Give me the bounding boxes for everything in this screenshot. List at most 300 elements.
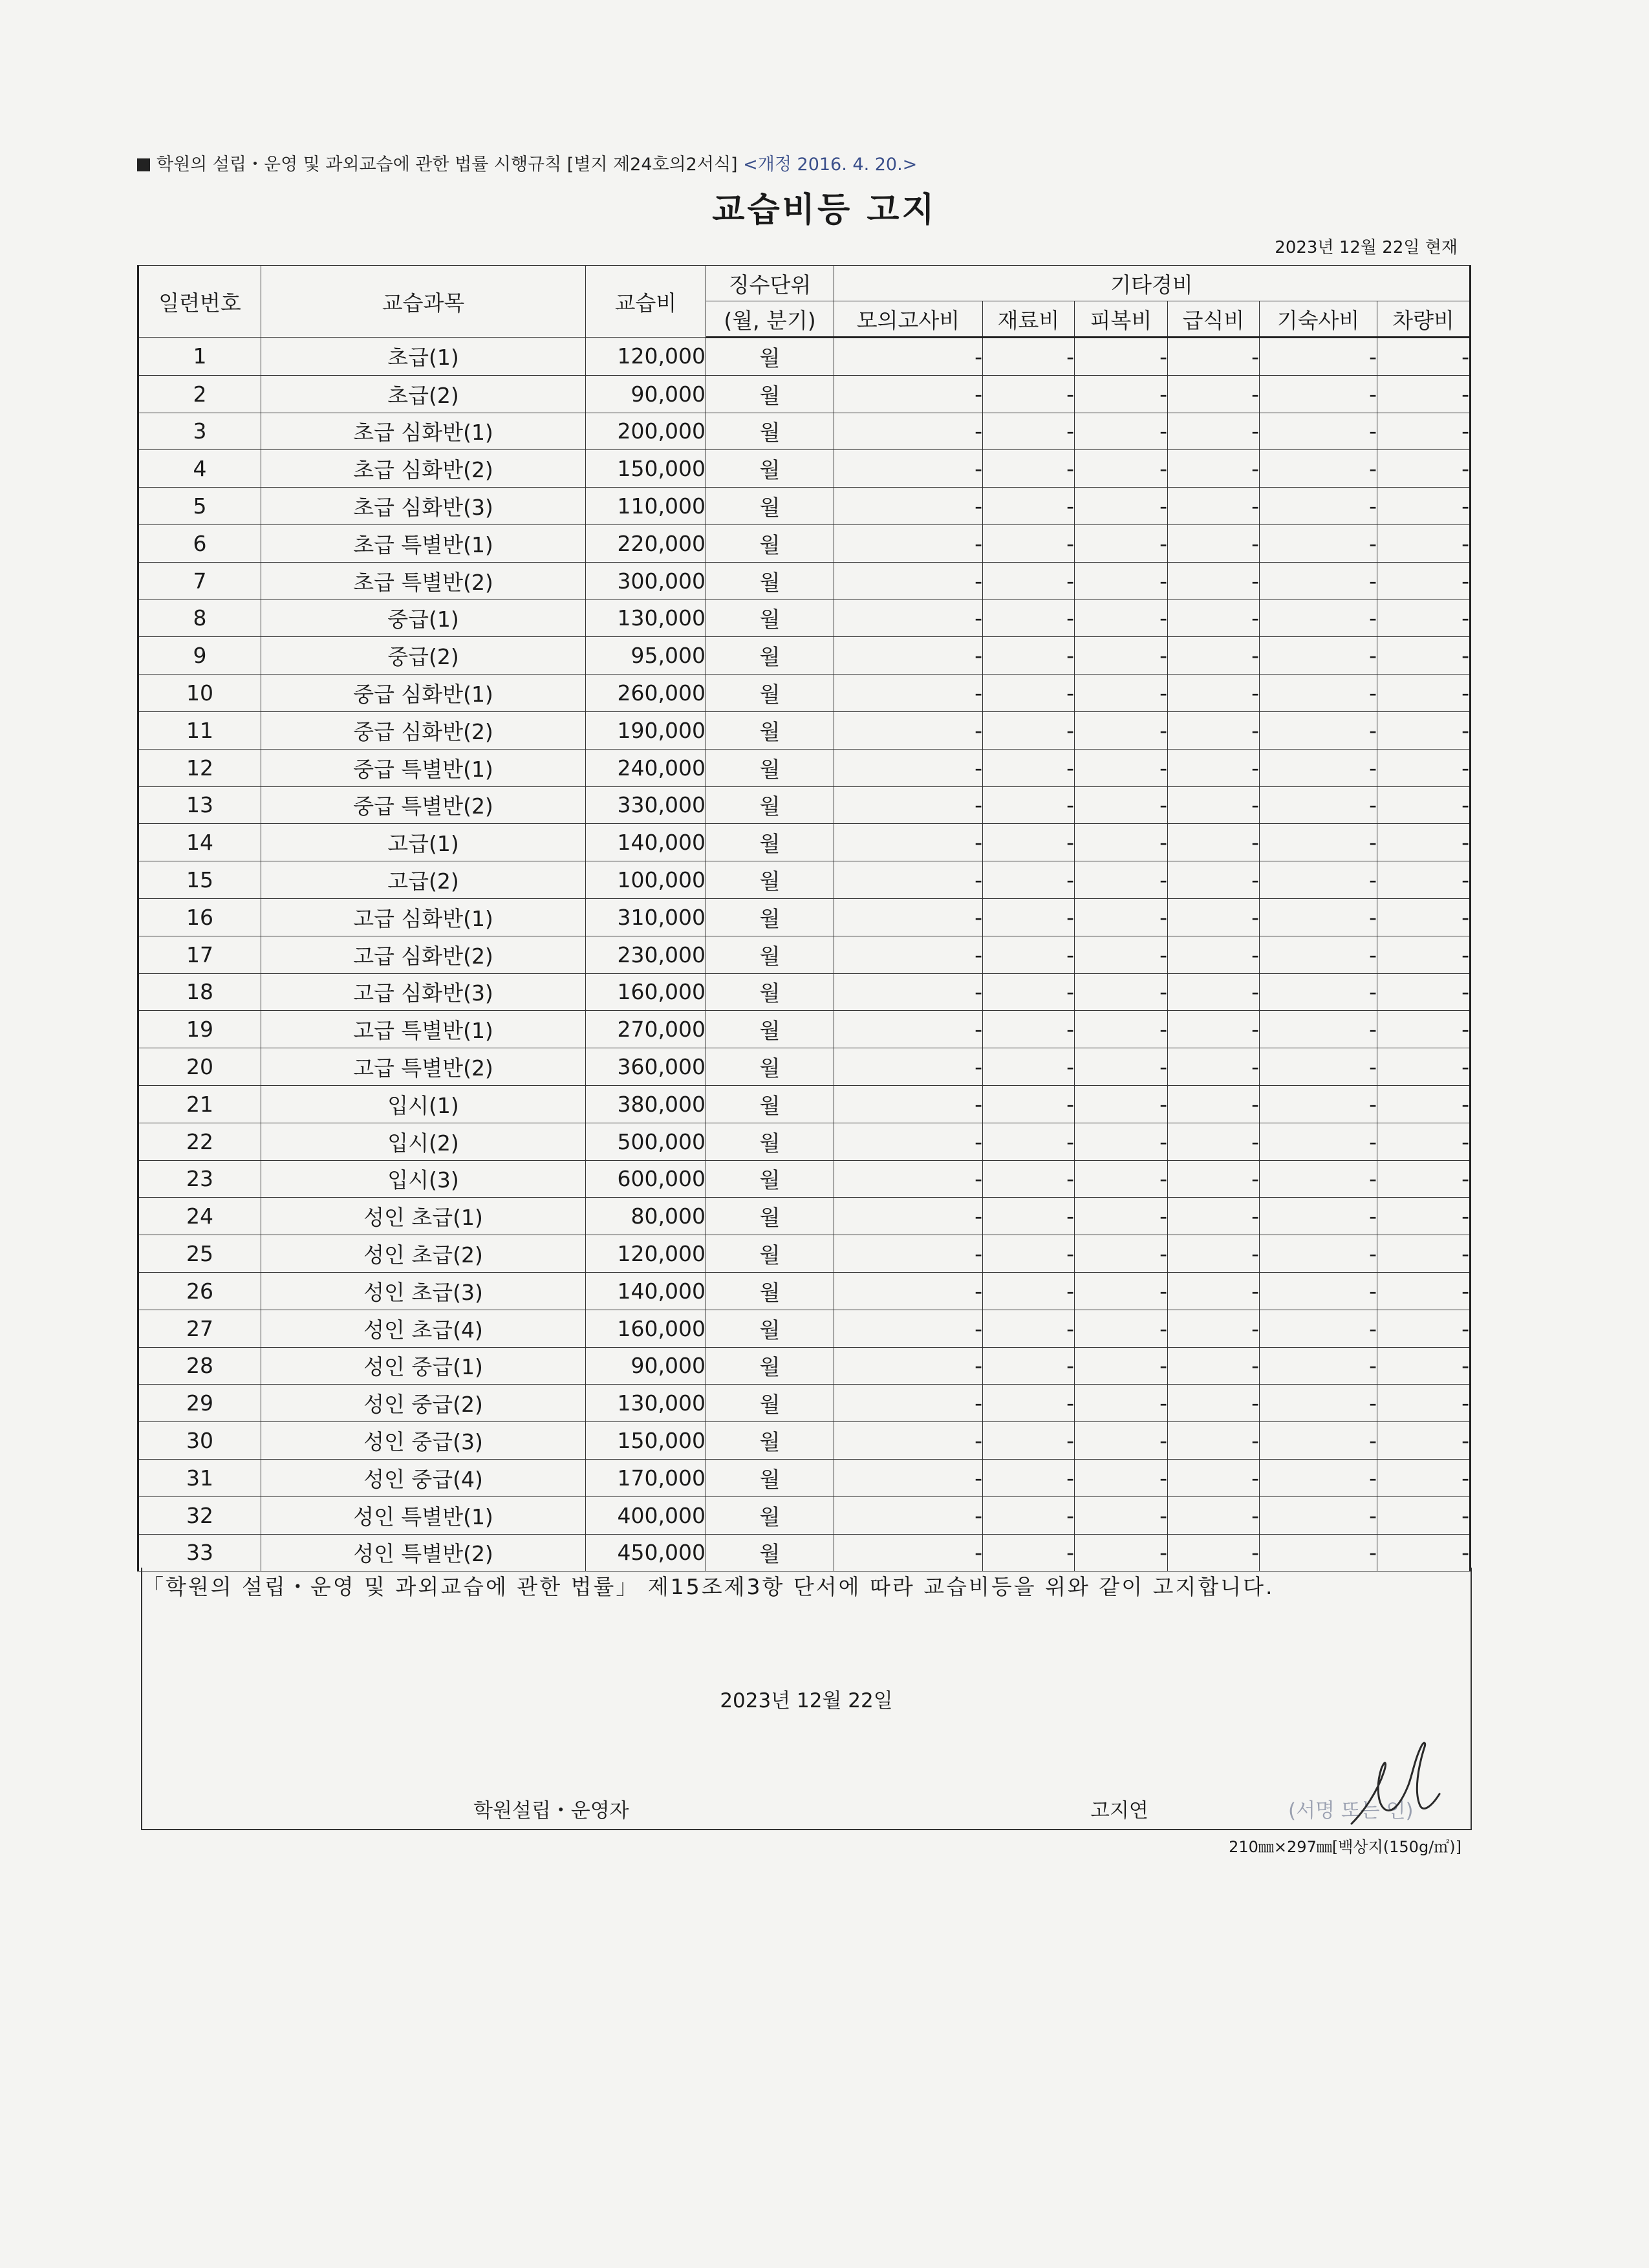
row-fee: 600,000: [586, 1160, 706, 1198]
row-dorm-cell: -: [1260, 861, 1377, 899]
row-vehicle-cell: -: [1377, 1310, 1471, 1347]
row-fee: 160,000: [586, 973, 706, 1011]
row-subject: 성인 초급(3): [261, 1272, 586, 1310]
row-dorm-cell: -: [1260, 824, 1377, 861]
row-fee: 95,000: [586, 637, 706, 675]
row-dorm-cell: -: [1260, 1011, 1377, 1048]
row-dorm-cell: -: [1260, 1459, 1377, 1496]
row-fee: 100,000: [586, 861, 706, 899]
row-dorm-cell: -: [1260, 786, 1377, 824]
row-dorm-cell: -: [1260, 1048, 1377, 1086]
row-material-cell: -: [983, 711, 1075, 749]
row-meal-cell: -: [1168, 1347, 1260, 1385]
row-meal-cell: -: [1168, 562, 1260, 599]
row-fee: 400,000: [586, 1496, 706, 1534]
row-unit: 월: [706, 936, 834, 973]
row-subject: 고급 특별반(1): [261, 1011, 586, 1048]
row-mock-cell: -: [834, 1385, 983, 1422]
row-material-cell: -: [983, 1385, 1075, 1422]
row-subject: 고급 심화반(2): [261, 936, 586, 973]
row-material-cell: -: [983, 1011, 1075, 1048]
row-fee: 300,000: [586, 562, 706, 599]
row-clothing-cell: -: [1075, 1198, 1168, 1235]
table-row: [138, 524, 1471, 562]
row-dorm-cell: -: [1260, 1085, 1377, 1123]
row-subject: 중급(2): [261, 637, 586, 675]
row-unit: 월: [706, 375, 834, 413]
table-row: [138, 898, 1471, 936]
row-subject: 고급 심화반(3): [261, 973, 586, 1011]
operator-label: 학원설립・운영자: [473, 1799, 629, 1822]
paper-size: 210㎜×297㎜[백상지(150g/㎡)]: [1229, 1838, 1461, 1856]
row-clothing-cell: -: [1075, 488, 1168, 525]
row-mock-cell: -: [834, 786, 983, 824]
row-no: 6: [138, 524, 261, 562]
row-no: 16: [138, 898, 261, 936]
row-no: 12: [138, 749, 261, 786]
row-clothing-cell: -: [1075, 1459, 1168, 1496]
row-dorm-cell: -: [1260, 413, 1377, 450]
row-mock-cell: -: [834, 1272, 983, 1310]
row-material-cell: -: [983, 524, 1075, 562]
table-row: [138, 1534, 1471, 1571]
row-fee: 110,000: [586, 488, 706, 525]
row-clothing-cell: -: [1075, 1534, 1168, 1571]
row-mock-cell: -: [834, 824, 983, 861]
row-clothing-cell: -: [1075, 599, 1168, 637]
operator-name: 고지연: [1090, 1799, 1148, 1822]
row-material-cell: -: [983, 375, 1075, 413]
row-subject: 성인 중급(3): [261, 1422, 586, 1460]
row-no: 8: [138, 599, 261, 637]
row-dorm-cell: -: [1260, 562, 1377, 599]
row-material-cell: -: [983, 675, 1075, 712]
row-subject: 성인 특별반(1): [261, 1496, 586, 1534]
row-unit: 월: [706, 562, 834, 599]
row-meal-cell: -: [1168, 1422, 1260, 1460]
row-no: 30: [138, 1422, 261, 1460]
row-material-cell: -: [983, 824, 1075, 861]
row-no: 7: [138, 562, 261, 599]
row-no: 1: [138, 338, 261, 376]
row-no: 27: [138, 1310, 261, 1347]
row-clothing-cell: -: [1075, 675, 1168, 712]
table-row: [138, 450, 1471, 488]
row-clothing-cell: -: [1075, 413, 1168, 450]
row-fee: 310,000: [586, 898, 706, 936]
row-mock-cell: -: [834, 637, 983, 675]
table-row: [138, 1048, 1471, 1086]
row-subject: 입시(3): [261, 1160, 586, 1198]
row-meal-cell: -: [1168, 524, 1260, 562]
row-material-cell: -: [983, 599, 1075, 637]
row-dorm-cell: -: [1260, 1160, 1377, 1198]
row-clothing-cell: -: [1075, 1422, 1168, 1460]
row-mock-cell: -: [834, 1422, 983, 1460]
row-material-cell: -: [983, 861, 1075, 899]
row-fee: 120,000: [586, 338, 706, 376]
row-vehicle-cell: -: [1377, 675, 1471, 712]
row-mock-cell: -: [834, 599, 983, 637]
row-meal-cell: -: [1168, 450, 1260, 488]
handwritten-signature: [1339, 1733, 1455, 1830]
row-unit: 월: [706, 524, 834, 562]
as-of-date: 2023년 12월 22일 현재: [1275, 238, 1458, 257]
row-dorm-cell: -: [1260, 1534, 1377, 1571]
row-meal-cell: -: [1168, 824, 1260, 861]
row-no: 9: [138, 637, 261, 675]
header-unit: 징수단위: [706, 266, 834, 301]
row-meal-cell: -: [1168, 1310, 1260, 1347]
row-no: 10: [138, 675, 261, 712]
row-dorm-cell: -: [1260, 1496, 1377, 1534]
header-other-expenses: 기타경비: [834, 266, 1471, 301]
table-row: [138, 936, 1471, 973]
row-fee: 160,000: [586, 1310, 706, 1347]
row-no: 33: [138, 1534, 261, 1571]
row-material-cell: -: [983, 1310, 1075, 1347]
row-clothing-cell: -: [1075, 1310, 1168, 1347]
row-no: 17: [138, 936, 261, 973]
row-vehicle-cell: -: [1377, 488, 1471, 525]
row-mock-cell: -: [834, 1459, 983, 1496]
table-row: [138, 1459, 1471, 1496]
row-dorm-cell: -: [1260, 1272, 1377, 1310]
row-material-cell: -: [983, 973, 1075, 1011]
table-row: [138, 1235, 1471, 1273]
row-mock-cell: -: [834, 338, 983, 376]
notice-box: [141, 1568, 1472, 1830]
row-material-cell: -: [983, 637, 1075, 675]
table-row: [138, 1310, 1471, 1347]
row-dorm-cell: -: [1260, 1198, 1377, 1235]
row-subject: 초급(1): [261, 338, 586, 376]
table-row: [138, 1347, 1471, 1385]
row-fee: 130,000: [586, 1385, 706, 1422]
row-unit: 월: [706, 1011, 834, 1048]
row-vehicle-cell: -: [1377, 1160, 1471, 1198]
row-clothing-cell: -: [1075, 786, 1168, 824]
table-row: [138, 488, 1471, 525]
row-unit: 월: [706, 1496, 834, 1534]
row-mock-cell: -: [834, 1310, 983, 1347]
row-mock-cell: -: [834, 375, 983, 413]
row-subject: 중급(1): [261, 599, 586, 637]
row-dorm-cell: -: [1260, 1235, 1377, 1273]
row-fee: 230,000: [586, 936, 706, 973]
table-row: [138, 1123, 1471, 1160]
row-mock-cell: -: [834, 749, 983, 786]
row-clothing-cell: -: [1075, 450, 1168, 488]
row-unit: 월: [706, 637, 834, 675]
row-vehicle-cell: -: [1377, 1272, 1471, 1310]
row-meal-cell: -: [1168, 1272, 1260, 1310]
row-mock-cell: -: [834, 973, 983, 1011]
table-row: [138, 375, 1471, 413]
row-fee: 140,000: [586, 1272, 706, 1310]
fee-table: [137, 265, 1471, 1571]
row-subject: 중급 특별반(1): [261, 749, 586, 786]
row-unit: 월: [706, 973, 834, 1011]
row-vehicle-cell: -: [1377, 338, 1471, 376]
row-fee: 380,000: [586, 1085, 706, 1123]
row-no: 28: [138, 1347, 261, 1385]
row-material-cell: -: [983, 1496, 1075, 1534]
table-row: [138, 711, 1471, 749]
row-no: 19: [138, 1011, 261, 1048]
row-dorm-cell: -: [1260, 488, 1377, 525]
row-fee: 80,000: [586, 1198, 706, 1235]
row-unit: 월: [706, 413, 834, 450]
row-unit: 월: [706, 1422, 834, 1460]
row-no: 4: [138, 450, 261, 488]
row-clothing-cell: -: [1075, 637, 1168, 675]
row-mock-cell: -: [834, 675, 983, 712]
row-vehicle-cell: -: [1377, 1085, 1471, 1123]
row-vehicle-cell: -: [1377, 524, 1471, 562]
row-clothing-cell: -: [1075, 1123, 1168, 1160]
row-dorm-cell: -: [1260, 973, 1377, 1011]
row-vehicle-cell: -: [1377, 637, 1471, 675]
row-unit: 월: [706, 1459, 834, 1496]
row-clothing-cell: -: [1075, 1160, 1168, 1198]
row-clothing-cell: -: [1075, 1011, 1168, 1048]
row-unit: 월: [706, 675, 834, 712]
row-clothing-cell: -: [1075, 1496, 1168, 1534]
row-clothing-cell: -: [1075, 338, 1168, 376]
row-dorm-cell: -: [1260, 637, 1377, 675]
row-vehicle-cell: -: [1377, 1123, 1471, 1160]
row-fee: 220,000: [586, 524, 706, 562]
row-fee: 120,000: [586, 1235, 706, 1273]
row-dorm-cell: -: [1260, 1422, 1377, 1460]
row-vehicle-cell: -: [1377, 375, 1471, 413]
row-meal-cell: -: [1168, 1235, 1260, 1273]
row-unit: 월: [706, 898, 834, 936]
row-unit: 월: [706, 1235, 834, 1273]
row-mock-cell: -: [834, 413, 983, 450]
row-material-cell: -: [983, 786, 1075, 824]
row-vehicle-cell: -: [1377, 973, 1471, 1011]
row-vehicle-cell: -: [1377, 861, 1471, 899]
header-subject: 교습과목: [261, 266, 586, 338]
row-subject: 고급(1): [261, 824, 586, 861]
row-meal-cell: -: [1168, 675, 1260, 712]
row-subject: 중급 심화반(2): [261, 711, 586, 749]
row-subject: 성인 중급(2): [261, 1385, 586, 1422]
row-fee: 330,000: [586, 786, 706, 824]
square-bullet-icon: [137, 158, 150, 171]
form-reference: [137, 150, 917, 175]
row-unit: 월: [706, 1347, 834, 1385]
row-clothing-cell: -: [1075, 1048, 1168, 1086]
row-clothing-cell: -: [1075, 1272, 1168, 1310]
row-vehicle-cell: -: [1377, 562, 1471, 599]
row-subject: 성인 중급(1): [261, 1347, 586, 1385]
row-mock-cell: -: [834, 1123, 983, 1160]
row-unit: 월: [706, 711, 834, 749]
row-unit: 월: [706, 1385, 834, 1422]
row-clothing-cell: -: [1075, 824, 1168, 861]
row-vehicle-cell: -: [1377, 749, 1471, 786]
row-fee: 190,000: [586, 711, 706, 749]
row-subject: 성인 초급(4): [261, 1310, 586, 1347]
row-dorm-cell: -: [1260, 1123, 1377, 1160]
row-no: 24: [138, 1198, 261, 1235]
row-subject: 입시(1): [261, 1085, 586, 1123]
row-vehicle-cell: -: [1377, 824, 1471, 861]
row-unit: 월: [706, 1123, 834, 1160]
row-vehicle-cell: -: [1377, 1198, 1471, 1235]
table-row: [138, 599, 1471, 637]
row-meal-cell: -: [1168, 1534, 1260, 1571]
row-no: 21: [138, 1085, 261, 1123]
row-subject: 초급 특별반(1): [261, 524, 586, 562]
row-mock-cell: -: [834, 1198, 983, 1235]
row-fee: 200,000: [586, 413, 706, 450]
row-unit: 월: [706, 786, 834, 824]
row-dorm-cell: -: [1260, 338, 1377, 376]
row-dorm-cell: -: [1260, 936, 1377, 973]
row-mock-cell: -: [834, 1011, 983, 1048]
fee-table-body: [138, 338, 1471, 1571]
row-dorm-cell: -: [1260, 524, 1377, 562]
row-vehicle-cell: -: [1377, 599, 1471, 637]
header-meal: 급식비: [1168, 301, 1260, 338]
table-row: [138, 973, 1471, 1011]
reference-text: 학원의 설립・운영 및 과외교습에 관한 법률 시행규칙 [별지 제24호의2서식]: [156, 155, 738, 175]
row-unit: 월: [706, 338, 834, 376]
row-material-cell: -: [983, 488, 1075, 525]
row-clothing-cell: -: [1075, 1235, 1168, 1273]
row-fee: 450,000: [586, 1534, 706, 1571]
row-fee: 90,000: [586, 1347, 706, 1385]
table-row: [138, 1272, 1471, 1310]
row-clothing-cell: -: [1075, 936, 1168, 973]
row-material-cell: -: [983, 898, 1075, 936]
row-mock-cell: -: [834, 1048, 983, 1086]
row-subject: 성인 중급(4): [261, 1459, 586, 1496]
row-mock-cell: -: [834, 1534, 983, 1571]
row-unit: 월: [706, 1534, 834, 1571]
row-fee: 260,000: [586, 675, 706, 712]
row-material-cell: -: [983, 936, 1075, 973]
row-meal-cell: -: [1168, 898, 1260, 936]
row-fee: 140,000: [586, 824, 706, 861]
row-meal-cell: -: [1168, 375, 1260, 413]
row-vehicle-cell: -: [1377, 1048, 1471, 1086]
page-title: 교습비등 고지: [712, 191, 937, 230]
row-meal-cell: -: [1168, 973, 1260, 1011]
row-vehicle-cell: -: [1377, 1422, 1471, 1460]
header-clothing: 피복비: [1075, 301, 1168, 338]
table-row: [138, 1085, 1471, 1123]
row-fee: 240,000: [586, 749, 706, 786]
row-meal-cell: -: [1168, 1459, 1260, 1496]
row-no: 14: [138, 824, 261, 861]
row-material-cell: -: [983, 1272, 1075, 1310]
row-no: 29: [138, 1385, 261, 1422]
row-fee: 360,000: [586, 1048, 706, 1086]
row-meal-cell: -: [1168, 1198, 1260, 1235]
row-dorm-cell: -: [1260, 1385, 1377, 1422]
row-no: 11: [138, 711, 261, 749]
row-no: 15: [138, 861, 261, 899]
row-clothing-cell: -: [1075, 524, 1168, 562]
row-subject: 초급(2): [261, 375, 586, 413]
row-mock-cell: -: [834, 1160, 983, 1198]
row-no: 3: [138, 413, 261, 450]
row-mock-cell: -: [834, 1496, 983, 1534]
row-unit: 월: [706, 599, 834, 637]
row-mock-cell: -: [834, 524, 983, 562]
row-mock-cell: -: [834, 1085, 983, 1123]
row-clothing-cell: -: [1075, 861, 1168, 899]
row-vehicle-cell: -: [1377, 450, 1471, 488]
row-no: 13: [138, 786, 261, 824]
row-vehicle-cell: -: [1377, 1459, 1471, 1496]
row-dorm-cell: -: [1260, 450, 1377, 488]
notice-law-text: 「학원의 설립・운영 및 과외교습에 관한 법률」 제15조제3항 단서에 따라 교습비등을 위와 같이 고지합니다.: [142, 1574, 1275, 1599]
row-mock-cell: -: [834, 450, 983, 488]
table-row: [138, 1496, 1471, 1534]
row-material-cell: -: [983, 1422, 1075, 1460]
row-unit: 월: [706, 824, 834, 861]
row-no: 25: [138, 1235, 261, 1273]
row-meal-cell: -: [1168, 936, 1260, 973]
row-unit: 월: [706, 1198, 834, 1235]
row-vehicle-cell: -: [1377, 1496, 1471, 1534]
header-fee: 교습비: [586, 266, 706, 338]
row-meal-cell: -: [1168, 1496, 1260, 1534]
row-mock-cell: -: [834, 1235, 983, 1273]
row-meal-cell: -: [1168, 1123, 1260, 1160]
row-unit: 월: [706, 749, 834, 786]
row-vehicle-cell: -: [1377, 1235, 1471, 1273]
row-subject: 성인 초급(1): [261, 1198, 586, 1235]
row-vehicle-cell: -: [1377, 1347, 1471, 1385]
row-subject: 중급 심화반(1): [261, 675, 586, 712]
row-material-cell: -: [983, 1198, 1075, 1235]
row-subject: 고급 특별반(2): [261, 1048, 586, 1086]
row-mock-cell: -: [834, 1347, 983, 1385]
row-vehicle-cell: -: [1377, 413, 1471, 450]
row-meal-cell: -: [1168, 861, 1260, 899]
row-no: 20: [138, 1048, 261, 1086]
row-unit: 월: [706, 1160, 834, 1198]
row-material-cell: -: [983, 338, 1075, 376]
row-clothing-cell: -: [1075, 711, 1168, 749]
row-subject: 초급 심화반(3): [261, 488, 586, 525]
row-material-cell: -: [983, 1160, 1075, 1198]
row-meal-cell: -: [1168, 1048, 1260, 1086]
row-no: 23: [138, 1160, 261, 1198]
row-meal-cell: -: [1168, 749, 1260, 786]
row-clothing-cell: -: [1075, 973, 1168, 1011]
row-vehicle-cell: -: [1377, 1385, 1471, 1422]
table-row: [138, 637, 1471, 675]
row-material-cell: -: [983, 1459, 1075, 1496]
row-clothing-cell: -: [1075, 562, 1168, 599]
row-no: 31: [138, 1459, 261, 1496]
row-clothing-cell: -: [1075, 1085, 1168, 1123]
row-unit: 월: [706, 861, 834, 899]
row-fee: 170,000: [586, 1459, 706, 1496]
row-meal-cell: -: [1168, 599, 1260, 637]
row-no: 5: [138, 488, 261, 525]
row-material-cell: -: [983, 413, 1075, 450]
row-meal-cell: -: [1168, 786, 1260, 824]
